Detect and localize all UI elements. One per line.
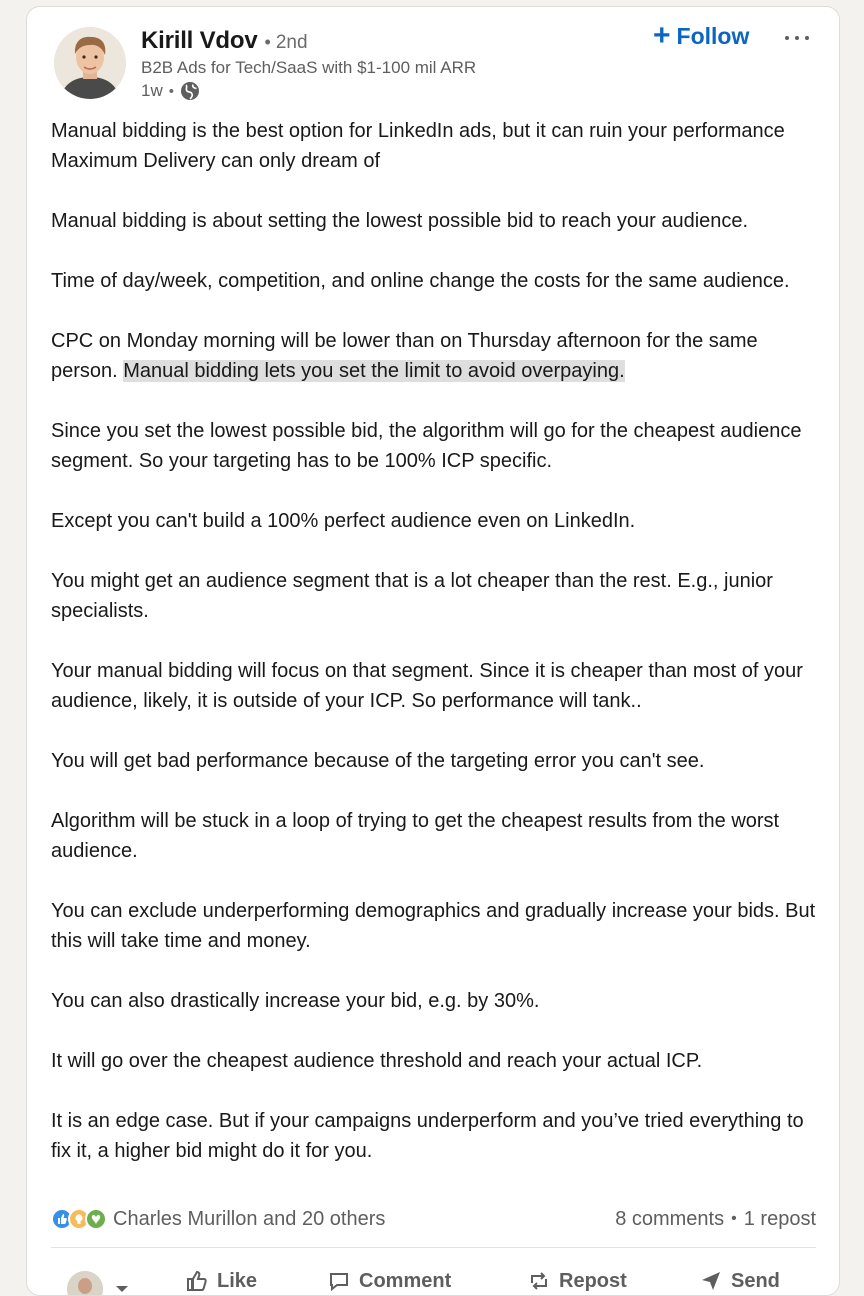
like-label: Like [217,1269,258,1292]
follow-button[interactable] [653,21,749,51]
paragraph-text: Your manual bidding will focus on that segment. Since it is cheaper than most of your audience, likely, it is outside of your ICP. So performance will tank.. [51,660,803,712]
comment-icon [327,1269,351,1293]
post-card [26,6,840,1296]
thumbs-up-icon [185,1269,209,1293]
paragraph-text: Algorithm will be stuck in a loop of trying to get the cheapest results from the worst audience. [51,810,780,862]
author-avatar[interactable] [54,27,126,99]
separator-dot: • [731,1210,737,1227]
repost-button[interactable] [527,1269,627,1293]
paragraph-text: Manual bidding is about setting the lowest possible bid to reach your audience. [51,210,749,232]
more-dot [805,36,809,40]
post-paragraph [51,1046,826,1076]
post-paragraph [51,566,826,626]
paragraph-text: Except you can't build a 100% perfect audience even on LinkedIn. [51,510,636,532]
post-paragraph [51,206,826,236]
post-paragraph [51,266,826,296]
post-paragraph [51,326,826,386]
author-photo [54,27,126,99]
more-dot [795,36,799,40]
post-paragraph [51,506,826,536]
paragraph-text: You might get an audience segment that is a lot cheaper than the rest. E.g., junior specialists. [51,570,773,622]
paragraph-text: Manual bidding is the best option for LinkedIn ads, but it can ruin your performance Maximum Delivery can only dream of [51,120,785,172]
connection-degree: 2nd [275,32,308,53]
send-icon [699,1269,723,1293]
comment-label: Comment [359,1269,452,1292]
post-paragraph [51,1106,826,1166]
author-info [141,27,476,101]
post-paragraph [51,986,826,1016]
post-body [51,116,826,1166]
paragraph-text: It will go over the cheapest audience threshold and reach your actual ICP. [51,1050,703,1072]
reposts-count[interactable]: 1 repost [743,1207,816,1230]
paragraph-text: Time of day/week, competition, and online change the costs for the same audience. [51,270,790,292]
send-label: Send [731,1269,780,1292]
reaction-icons [51,1208,107,1230]
more-icon[interactable] [785,23,809,53]
reactions-summary[interactable] [51,1208,385,1231]
support-icon [85,1208,107,1230]
more-dot [785,36,789,40]
paragraph-text: You will get bad performance because of the targeting error you can't see. [51,750,705,772]
like-button[interactable] [185,1269,257,1293]
author-headline: B2B Ads for Tech/SaaS with $1-100 mil ARR [141,58,477,77]
paragraph-text: CPC on Monday morning will be lower than on Thursday afternoon for the same person. [51,330,758,382]
post-paragraph [51,896,826,956]
send-button[interactable] [699,1269,780,1293]
post-paragraph [51,746,826,776]
paragraph-text: You can also drastically increase your bid, e.g. by 30%. [51,990,540,1012]
post-paragraph [51,806,826,866]
comment-button[interactable] [327,1269,451,1293]
repost-label: Repost [559,1269,627,1292]
comments-count[interactable]: 8 comments [615,1207,725,1230]
paragraph-text: Since you set the lowest possible bid, the algorithm will go for the cheapest audience segment. So your targeting has to be 100% ICP specific. [51,420,802,472]
engagement-counts [615,1208,816,1231]
paragraph-text: You can exclude underperforming demographics and gradually increase your bids. But this will take time and money. [51,900,816,952]
paragraph-text: It is an edge case. But if your campaigns underperform and you’ve tried everything to fix it, a higher bid might do it for you. [51,1110,804,1162]
divider [51,1247,816,1248]
separator-dot: • [168,82,174,100]
plus-icon: + [653,19,671,52]
reactors-text[interactable]: Charles Murillon and 20 others [113,1207,386,1230]
post-time: 1w [141,81,163,100]
action-bar [27,1263,839,1296]
chevron-down-icon[interactable] [115,1281,129,1296]
separator-dot: • [264,32,271,52]
globe-icon [180,81,200,101]
author-name[interactable]: Kirill Vdov [141,27,258,54]
highlighted-text: Manual bidding lets you set the limit to avoid overpaying. [123,360,625,382]
follow-label: Follow [676,22,750,49]
repost-icon [527,1269,551,1293]
author-name-line [141,27,476,55]
post-paragraph [51,656,826,716]
post-header [27,7,839,117]
post-meta [141,81,476,101]
post-paragraph [51,416,826,476]
post-paragraph [51,116,826,176]
social-counts [51,1204,816,1234]
